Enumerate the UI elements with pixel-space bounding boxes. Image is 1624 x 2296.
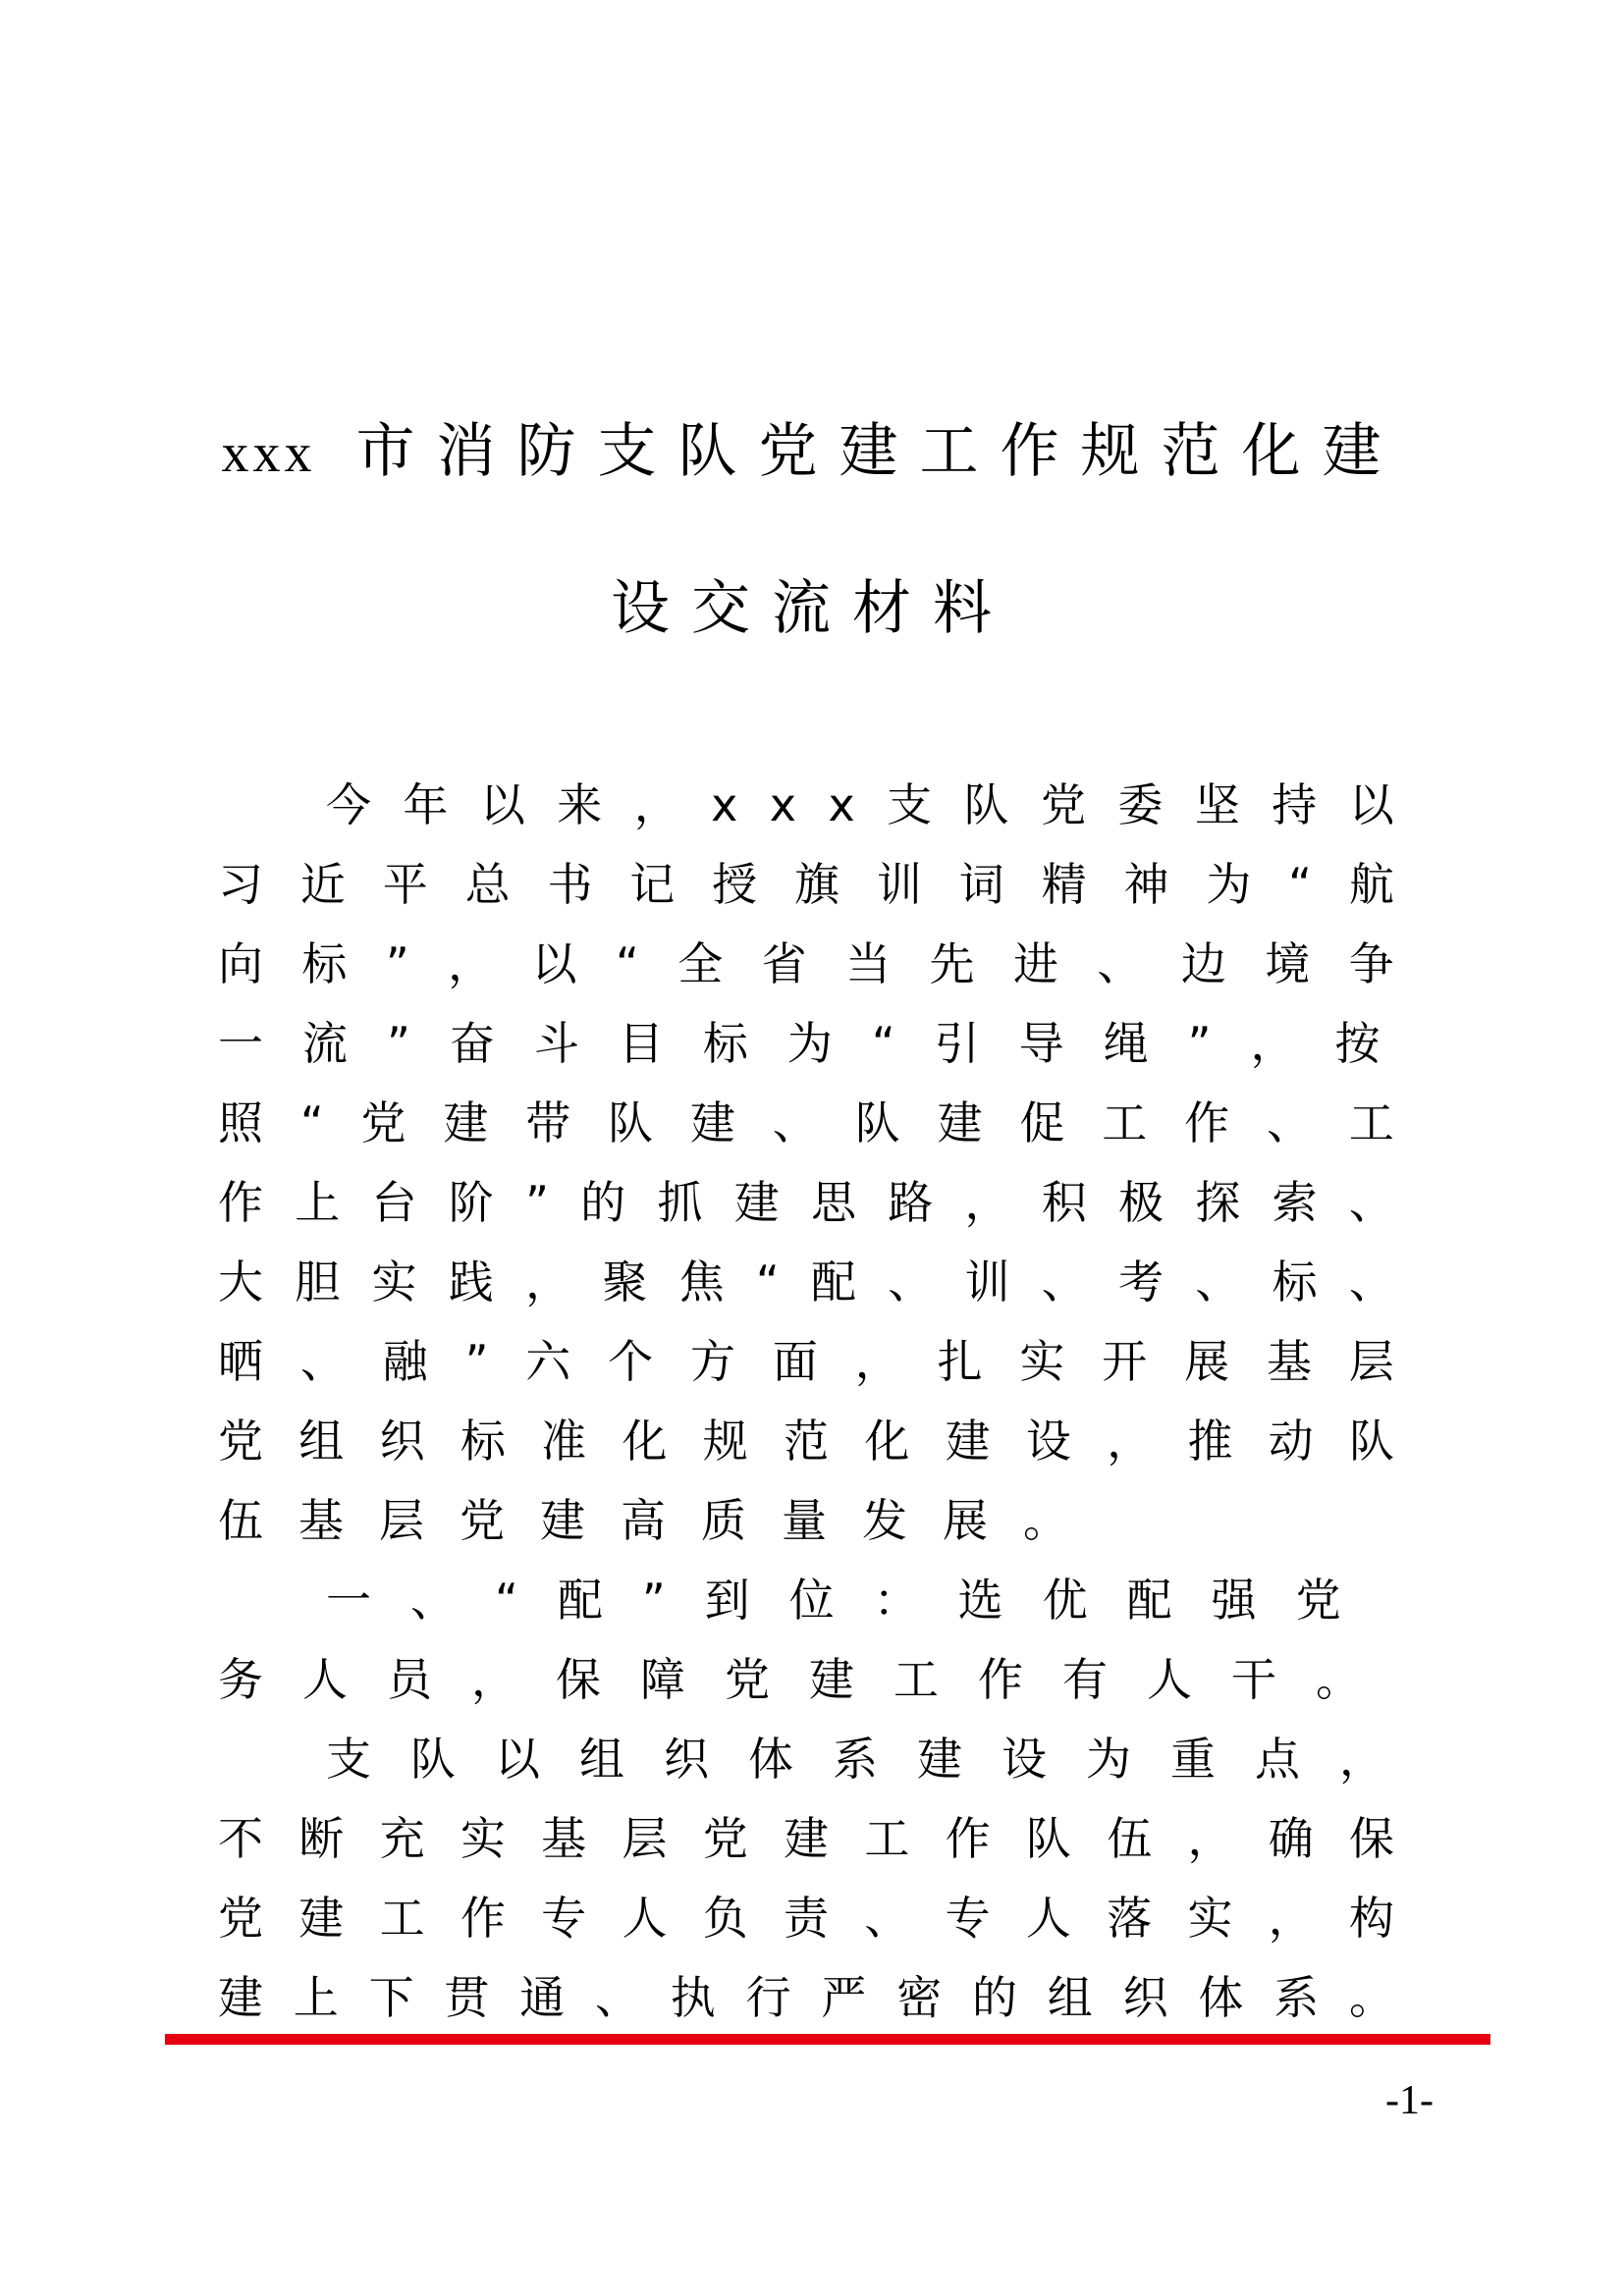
body-line: 向标”，以“全省当先进、边境争	[218, 937, 1434, 990]
body-line: 晒、融”六个方面，扎实开展基层	[218, 1335, 1432, 1388]
body-line: 一、“配”到位：选优配强党	[326, 1574, 1380, 1627]
body-line: 建上下贯通、执行严密的组织体系。	[218, 1971, 1425, 2024]
page-number: -1-	[1385, 2078, 1434, 2123]
body-line: 党建工作专人负责、专人落实，构	[218, 1892, 1431, 1945]
red-divider-rule	[165, 2034, 1490, 2045]
body-line: 伍基层党建高质量发展。	[218, 1494, 1104, 1547]
body-line: 支队以组织体系建设为重点，	[326, 1733, 1424, 1786]
title-text-2: 设交流材料	[611, 574, 1013, 643]
title-text-1: 市消防支队党建工作规范化建	[355, 417, 1403, 486]
title-prefix: xxx	[221, 423, 316, 484]
body-line: 习近平总书记授旗训词精神为“航	[218, 858, 1432, 911]
body-line: 照“党建带队建、队建促工作、工	[218, 1096, 1432, 1149]
body-line: 大胆实践，聚焦“配、训、考、标、	[218, 1255, 1427, 1308]
body-line: 今年以来，xxx支队党委坚持以	[326, 778, 1427, 831]
body-line: 不断充实基层党建工作队伍，确保	[218, 1812, 1431, 1865]
body-line: 一流”奋斗目标为“引导绳”，按	[218, 1017, 1420, 1070]
body-line: 作上台阶”的抓建思路，积极探索、	[218, 1176, 1427, 1229]
body-line: 党组织标准化规范化建设，推动队	[218, 1415, 1431, 1468]
body-line: 务人员，保障党建工作有人干。	[218, 1653, 1400, 1706]
